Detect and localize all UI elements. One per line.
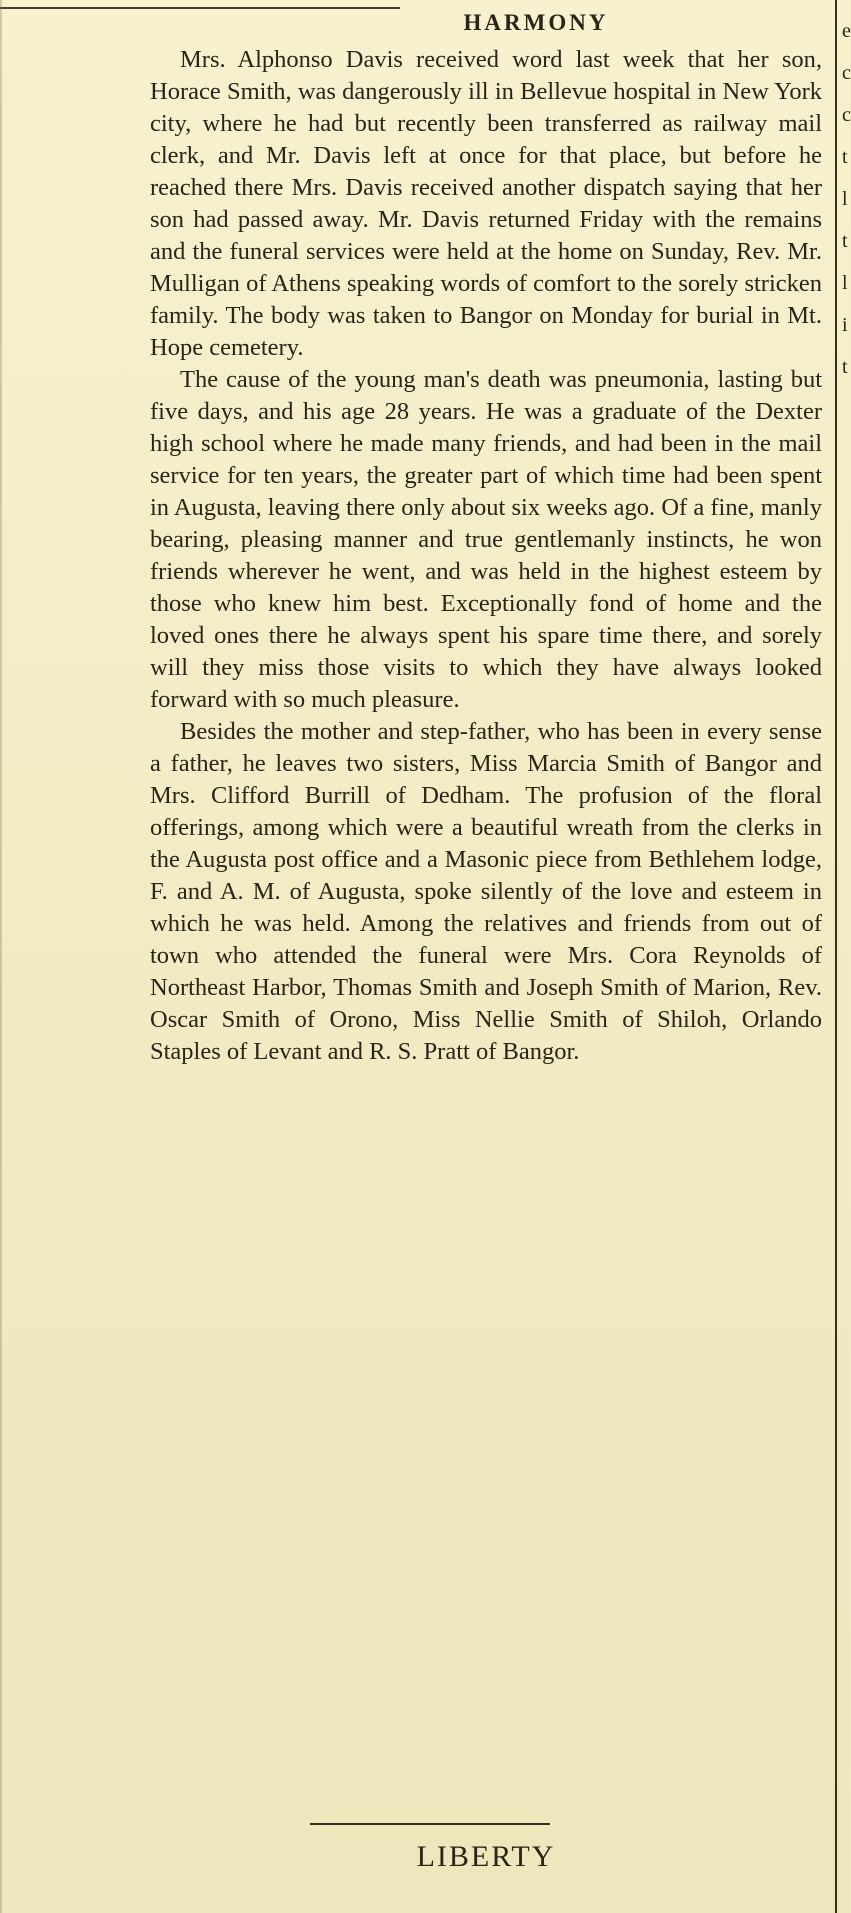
fragment: t [842,356,848,378]
fragment: l [842,188,848,210]
article-headline: HARMONY [463,10,609,35]
article-paragraph-3: Besides the mother and step-father, who has been in every sense a father, he leaves two sisters, Miss Marcia Smith of Bangor and Mrs. Clifford Burrill of Dedham. The profusion of the floral offerings, among which were a beautiful wreath from the clerks in the Augusta post office and a Masonic piece from Bethlehem lodge, F. and A. M. of Augusta, spoke silently of the love and esteem in which he was held. Among the relatives and friends from out of town who attended the funeral were Mrs. Cora Reynolds of Northeast Harbor, Thomas Smith and Joseph Smith of Marion, Rev. Oscar Smith of Orono, Miss Nellie Smith of Shiloh, Orlando Staples of Levant and R. S. Pratt of Bangor. [150,718,822,1065]
column-divider-rule [835,0,837,1913]
fragment: t [842,146,848,168]
fragment: c [842,104,851,126]
next-section-headline: LIBERTY [416,1840,556,1873]
fragment: e [842,20,851,42]
article-column [150,0,822,1068]
fragment: c [842,62,851,84]
section-separator-rule [310,1823,550,1825]
article-paragraph-2: The cause of the young man's death was pneumonia, lasting but five days, and his age 28 years. He was a graduate of the Dexter high school where he made many friends, and had been in the mail service for ten years, the greater part of which time had been spent in Augusta, leaving there only about six weeks ago. Of a fine, manly bearing, pleasing manner and true gentlemanly instincts, he won friends wherever he went, and was held in the highest esteem by those who knew him best. Exceptionally fond of home and the loved ones there he always spent his spare time there, and sorely will they miss those visits to which they have always looked forward with so much pleasure. [150,366,822,713]
fragment: t [842,230,848,252]
neighbor-column-fragments [842,10,850,388]
article-body [150,44,822,1068]
fragment: i [842,314,848,336]
left-edge-rule [0,0,2,1913]
fragment: l [842,272,848,294]
article-paragraph-1: Mrs. Alphonso Davis received word last week that her son, Horace Smith, was dangerously ill in Bellevue hospital in New York city, where he had but recently been transferred as railway mail clerk, and Mr. Davis left at once for that place, but before he reached there Mrs. Davis received another dispatch saying that her son had passed away. Mr. Davis returned Friday with the remains and the funeral services were held at the home on Sunday, Rev. Mr. Mulligan of Athens speaking words of comfort to the sorely stricken family. The body was taken to Bangor on Monday for burial in Mt. Hope cemetery. [150,46,822,361]
